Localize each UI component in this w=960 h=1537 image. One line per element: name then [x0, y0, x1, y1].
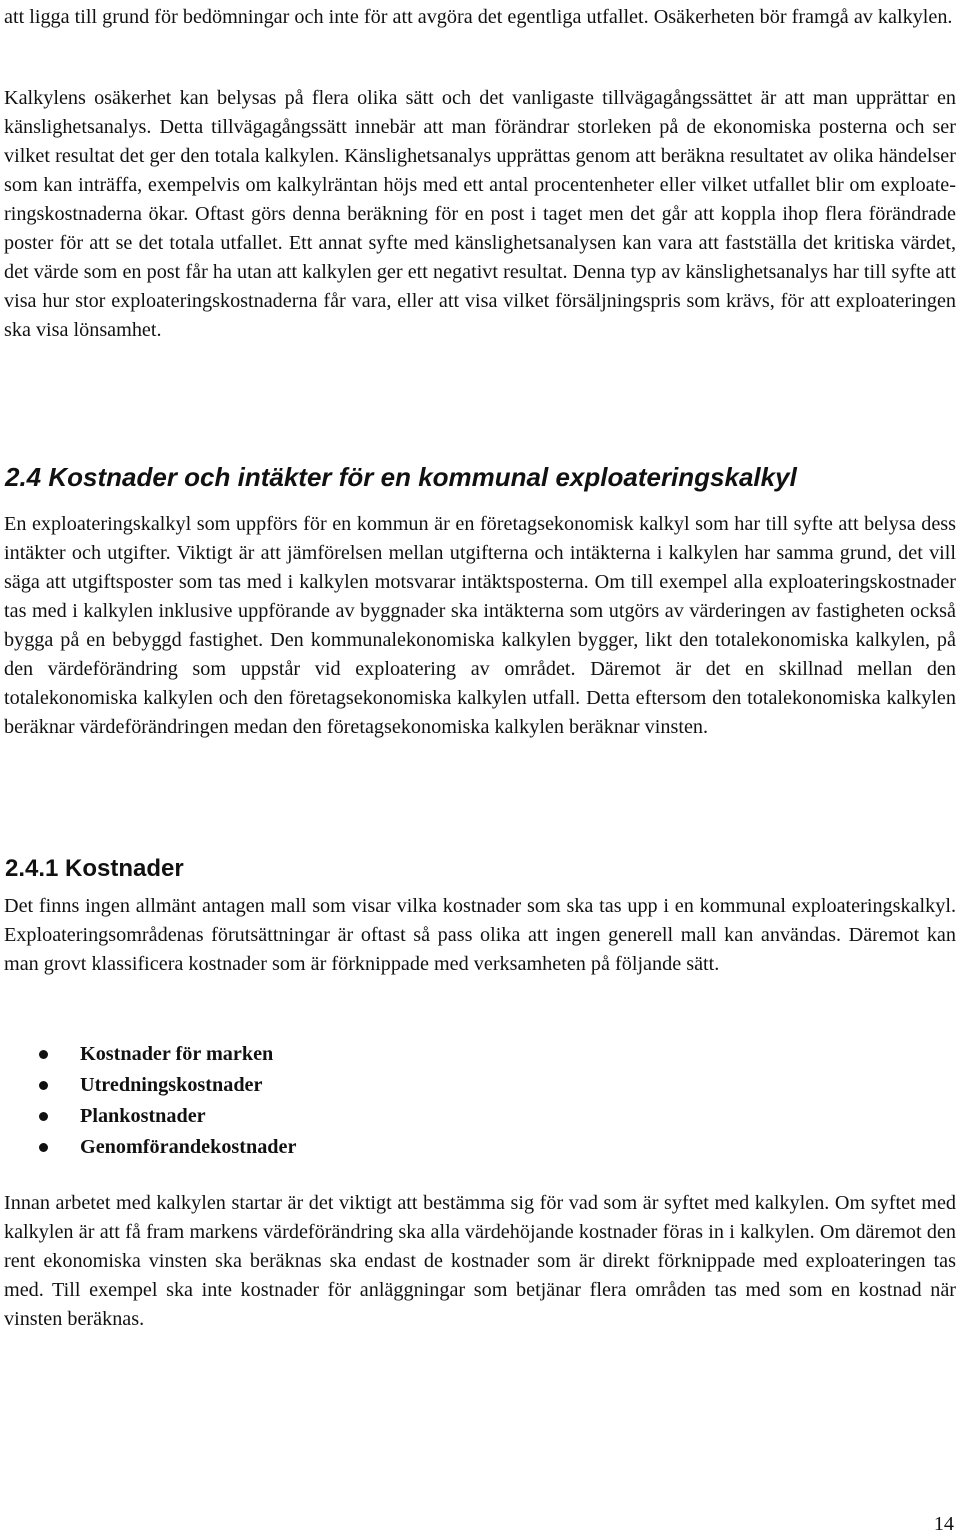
section-heading-2-4-1: 2.4.1 Kostnader [5, 855, 184, 882]
section-heading-2-4: 2.4 Kostnader och intäkter för en kommunal exploateringskalkyl [5, 462, 797, 492]
list-item-label: Plankostnader [80, 1105, 206, 1127]
list-item-label: Genomförandekostnader [80, 1136, 297, 1158]
list-item-label: Kostnader för marken [80, 1043, 274, 1065]
bullet-icon [39, 1050, 48, 1059]
page-number: 14 [933, 1513, 954, 1535]
bullet-icon [39, 1143, 48, 1152]
intro-paragraph-1: att ligga till grund för bedömningar och inte för att avgöra det egentliga utfallet. Osäkerheten bör framgå av kalkylen. [4, 6, 953, 28]
bullet-icon [39, 1081, 48, 1090]
list-item-label: Utredningskostnader [80, 1074, 263, 1096]
bullet-icon [39, 1112, 48, 1121]
section-2-4-1-paragraph-2: Innan arbetet med kalkylen startar är det viktigt att bestämma sig för vad som är syftet med kalkylen. Om syftet med kalkylen är att få fram markens värdeförändring ska alla värdehöjande kostnader föras in i kalkylen. Om däremot den rent ekonomiska vinsten ska beräknas ska endast de kostnader som är direkt förknippade med exploateringen tas med. Till exempel ska inte kostnader för anläggningar som betjänar flera områden tas med som en kostnad när vinsten beräknas. [4, 1192, 956, 1330]
intro-paragraph-2: Kalkylens osäkerhet kan belysas på flera olika sätt och det vanligaste tillvägagångssättet är att man upprättar en känslighetsanalys. Detta tillvägagångssätt innebär att man förändrar storleken på de ekonomiska posterna och ser vilket resultat det ger den totala kalkylen. Känslighetsanalys upprättas genom att beräkna resultatet av olika händelser som kan inträffa, exempelvis om kalkylräntan höjs med ett antal procentenheter eller vilket utfallet blir om exploateringskostnaderna ökar. Oftast görs denna beräkning för en post i taget men det går att koppla ihop flera förändrade poster för att se det totala utfallet. Ett annat syfte med känslighetsanalysen kan vara att fastställa det kritiska värdet, det värde som en post får ha utan att kalkylen ger ett negativt resultat. Denna typ av känslighetsanalys har till syfte att visa hur stor exploateringskostnaderna får vara, eller att visa vilket försäljningspris som krävs, för att exploateringen ska visa lönsamhet. [4, 87, 956, 341]
section-2-4-1-paragraph-1: Det finns ingen allmänt antagen mall som visar vilka kostnader som ska tas upp i en kommunal exploateringskalkyl. Exploateringsområdenas förutsättningar är oftast så pass olika att ingen generell mall kan användas. Däremot kan man grovt klassificera kostnader som är förknippade med verksamheten på följande sätt. [4, 895, 956, 975]
section-2-4-paragraph: En exploateringskalkyl som uppförs för en kommun är en företagsekonomisk kalkyl som har till syfte att belysa dess intäkter och utgifter. Viktigt är att jämförelsen mellan utgifterna och intäkterna i kalkylen har samma grund, det vill säga att utgiftsposter som tas med i kalkylen motsvarar intäktsposterna. Om till exempel alla exploateringskostnader tas med i kalkylen inklusive uppförande av byggnader ska intäkterna som utgörs av värderingen av fastigheten också bygga på en bebyggd fastighet. Den kommunalekonomiska kalkylen bygger, likt den totalekonomiska kalkylen, på den värdeförändring som uppstår vid exploatering av området. Däremot är det en skillnad mellan den totalekonomiska kalkylen och den företagsekonomiska kalkylen utfall. Detta eftersom den totalekonomiska kalkylen beräknar värdeförändringen medan den företagsekonomiska kalkylen beräknar vinsten. [4, 513, 956, 738]
